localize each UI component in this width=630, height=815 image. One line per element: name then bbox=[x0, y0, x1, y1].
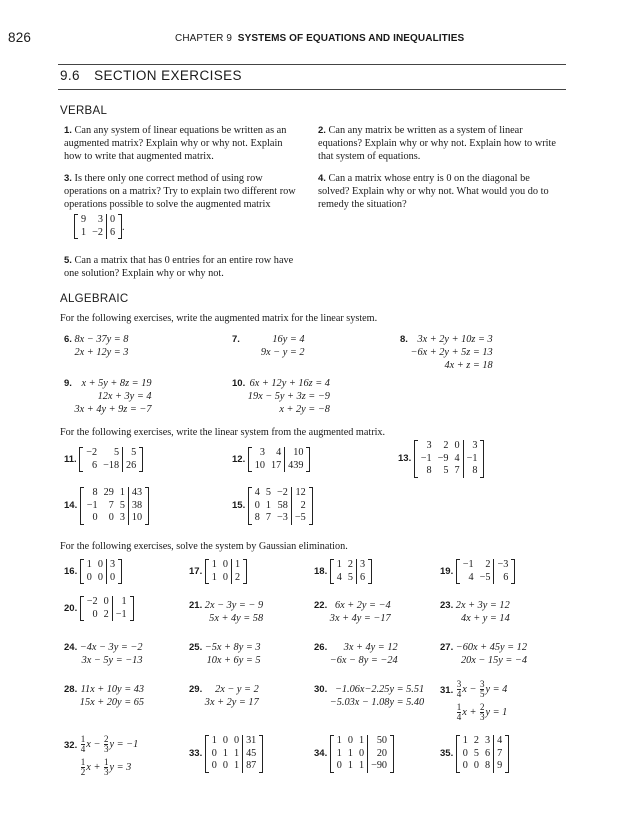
question-number: 5. bbox=[64, 255, 72, 266]
exercise-30: 30. −1.06x−2.25y = 5.51 −5.03x − 1.08y = 5.40 bbox=[314, 684, 425, 708]
exercise-26: 26. 3x + 4y = 12 −6x − 8y = −24 bbox=[314, 642, 398, 666]
exercise-14: 14. 8 29 1 43 −1 7 5 38 0 0 3 10 bbox=[64, 487, 149, 525]
exercise-13: 13. 3 2 0 3 −1 −9 4 −1 8 5 7 8 bbox=[398, 440, 484, 478]
question-number: 2. bbox=[318, 125, 326, 136]
exercise-29: 29. 2x − y = 2 3x + 2y = 17 bbox=[189, 684, 259, 708]
question-3 bbox=[64, 172, 306, 212]
exercise-32: 32. $\frac{1}{4}$ x − $\frac{2}{3}$ y = −1 $\frac{1}{2}$ x + $\frac{1}{3}$ y = 3 bbox=[64, 734, 139, 777]
question-text: Is there only one correct method of using row operations on a matrix? Try to explain two different row operations possible to solve the augmented matrix bbox=[64, 173, 296, 211]
question-text: Can any system of linear equations be written as an augmented matrix? Explain why or why not. Explain how to write that augmented matrix. bbox=[64, 125, 287, 163]
exercise-34: 34. 1 0 1 50 1 1 0 20 0 1 1 −90 bbox=[314, 735, 394, 773]
exercise-18: 18. 1 2 3 4 5 6 bbox=[314, 559, 372, 584]
verbal-heading: VERBAL bbox=[60, 105, 108, 117]
section-rule-bottom bbox=[58, 89, 566, 90]
page-number: 826 bbox=[8, 30, 32, 45]
section-number: 9.6 bbox=[60, 68, 80, 83]
question-number: 4. bbox=[318, 173, 326, 184]
instruction-2: For the following exercises, write the linear system from the augmented matrix. bbox=[60, 427, 386, 438]
question-1 bbox=[64, 124, 302, 164]
exercise-21: 21. 2x − 3y = − 9 5x + 4y = 58 bbox=[189, 600, 264, 624]
question-text: Can a matrix whose entry is 0 on the diagonal be solved? Explain why or why not. What would you do to remedy the situation? bbox=[318, 173, 549, 211]
exercise-27: 27. −60x + 45y = 12 20x − 15y = −4 bbox=[440, 642, 527, 666]
question-3-matrix: 9 3 0 1 −2 6 . bbox=[74, 214, 125, 239]
instruction-1: For the following exercises, write the augmented matrix for the linear system. bbox=[60, 313, 378, 324]
algebraic-heading: ALGEBRAIC bbox=[60, 293, 129, 305]
augmented-matrix: 9 3 0 1 −2 6 bbox=[74, 214, 122, 239]
exercise-10: 10. 6x + 12y + 16z = 4 19x − 5y + 3z = −9 x + 2y = −8 bbox=[232, 378, 330, 415]
exercise-28: 28. 11x + 10y = 43 15x + 20y = 65 bbox=[64, 684, 145, 708]
exercise-8: 8. 3x + 2y + 10z = 3 −6x + 2y + 5z = 13 4x + z = 18 bbox=[400, 334, 493, 371]
question-text: Can any matrix be written as a system of linear equations? Explain why or why not. Explain how to write that system of equations. bbox=[318, 125, 556, 163]
section-rule-top bbox=[58, 64, 566, 65]
running-header bbox=[175, 33, 464, 44]
question-text: Can a matrix that has 0 entries for an entire row have one solution? Explain why or why not. bbox=[64, 255, 294, 280]
exercise-16: 16. 1 0 3 0 0 0 bbox=[64, 559, 122, 584]
question-5 bbox=[64, 254, 304, 280]
exercise-20: 20. −2 0 1 0 2 −1 bbox=[64, 596, 134, 621]
section-title bbox=[60, 68, 242, 83]
exercise-23: 23. 2x + 3y = 12 4x + y = 14 bbox=[440, 600, 510, 624]
chapter-label: CHAPTER 9 bbox=[175, 33, 233, 44]
exercise-22: 22. 6x + 2y = −4 3x + 4y = −17 bbox=[314, 600, 391, 624]
question-2 bbox=[318, 124, 558, 164]
exercise-6: 6. 8x − 37y = 8 2x + 12y = 3 bbox=[64, 334, 129, 358]
exercise-33: 33. 1 0 0 31 0 1 1 45 0 0 1 87 bbox=[189, 735, 263, 773]
question-number: 1. bbox=[64, 125, 72, 136]
exercise-12: 12. 3 4 10 10 17 439 bbox=[232, 447, 310, 472]
exercise-25: 25. −5x + 8y = 3 10x + 6y = 5 bbox=[189, 642, 261, 666]
exercise-9: 9. x + 5y + 8z = 19 12x + 3y = 4 3x + 4y + 9z = −7 bbox=[64, 378, 152, 415]
question-number: 3. bbox=[64, 173, 72, 184]
question-4 bbox=[318, 172, 558, 212]
exercise-17: 17. 1 0 1 1 0 2 bbox=[189, 559, 247, 584]
exercise-31: 31. $\frac{3}{4}$ x − $\frac{3}{5}$ y = 4 $\frac{1}{4}$ x + $\frac{2}{3}$ y = 1 bbox=[440, 679, 508, 722]
exercise-15: 15. 4 5 −2 12 0 1 58 2 8 7 −3 −5 bbox=[232, 487, 313, 525]
exercise-7: 7. 16y = 4 9x − y = 2 bbox=[232, 334, 305, 358]
instruction-3: For the following exercises, solve the system by Gaussian elimination. bbox=[60, 541, 348, 552]
chapter-title: SYSTEMS OF EQUATIONS AND INEQUALITIES bbox=[237, 33, 465, 44]
exercise-11: 11. −2 5 5 6 −18 26 bbox=[64, 447, 143, 472]
exercise-19: 19. −1 2 −3 4 −5 6 bbox=[440, 559, 515, 584]
exercise-24: 24. −4x − 3y = −2 3x − 5y = −13 bbox=[64, 642, 143, 666]
section-name: SECTION EXERCISES bbox=[94, 68, 242, 83]
exercise-35: 35. 1 2 3 4 0 5 6 7 0 0 8 9 bbox=[440, 735, 509, 773]
